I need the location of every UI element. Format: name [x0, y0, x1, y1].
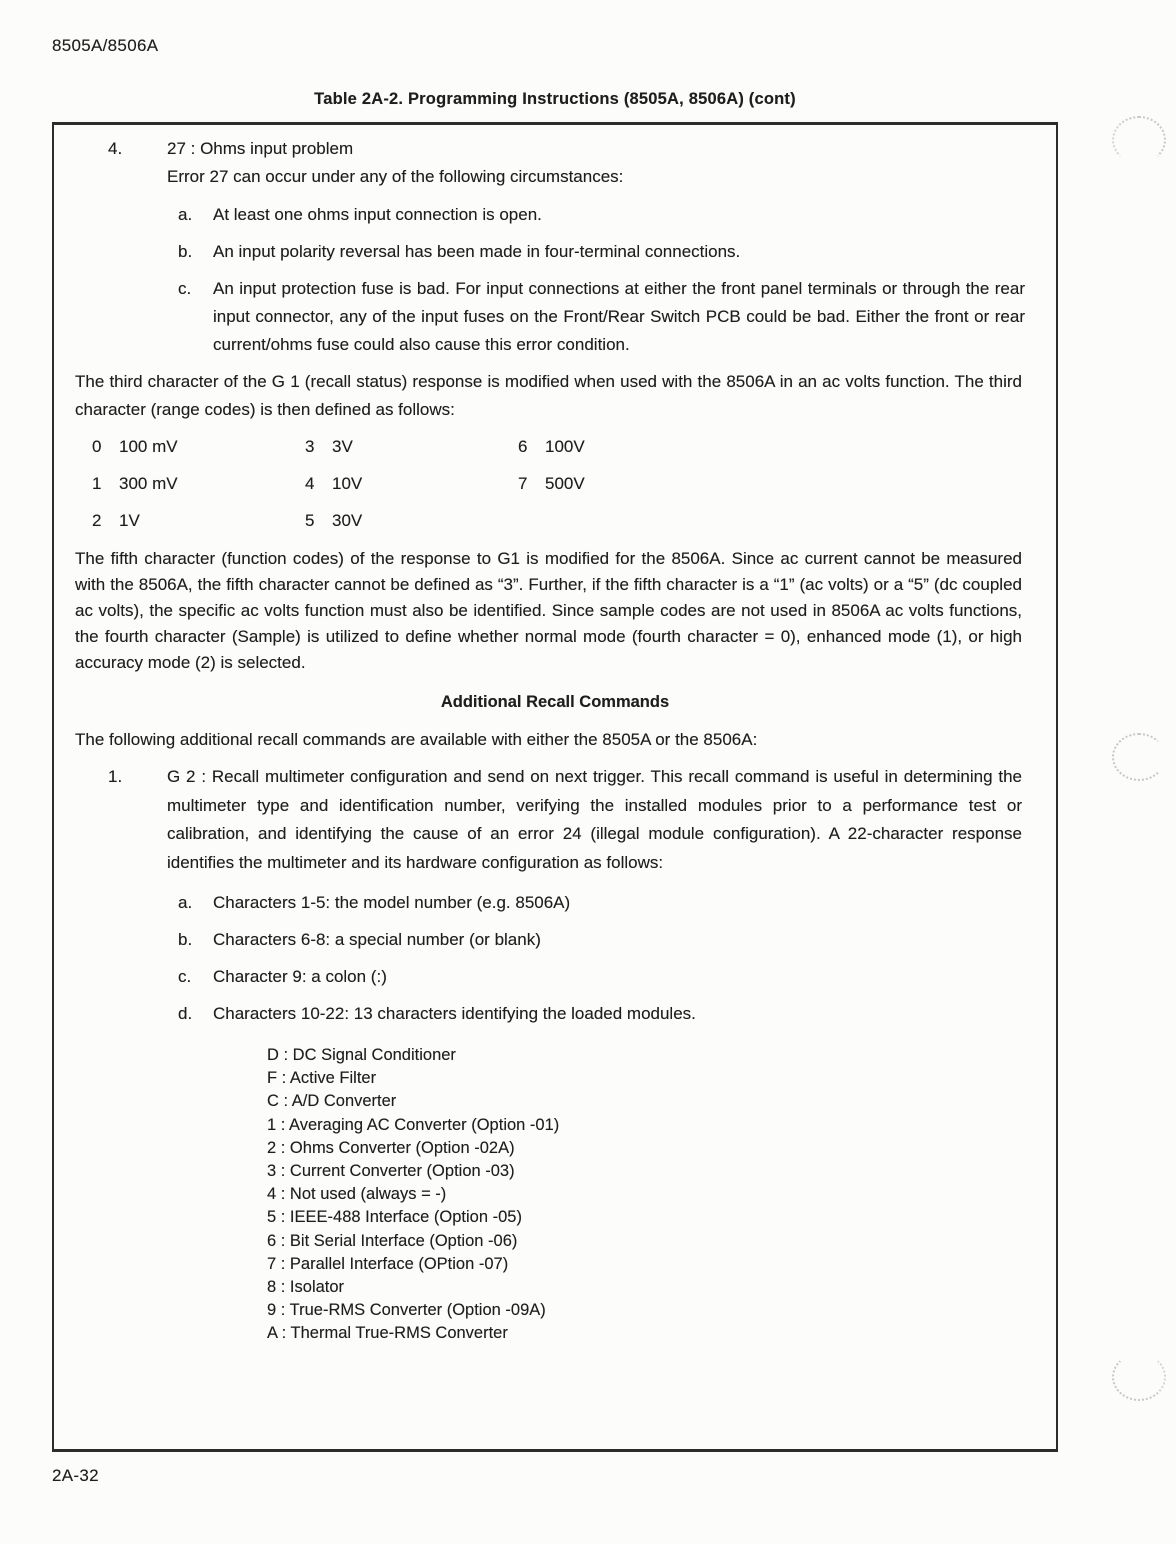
- subitem-text: An input protection fuse is bad. For input connections at either the front panel terminals or through the rear input connector, any of the input fuses on the Front/Rear Switch PCB could be bad. Either the front or rear current/ohms fuse could also cause this error condition.: [213, 279, 1025, 354]
- range-code-cell: [92, 433, 305, 461]
- subitem-letter: c.: [178, 279, 192, 298]
- item-number: 4.: [108, 139, 123, 158]
- section-heading-additional-recall-commands: Additional Recall Commands: [440, 693, 670, 711]
- table-content-inner: [54, 125, 1056, 1346]
- range-code: 1: [92, 474, 102, 493]
- range-value: 100V: [545, 437, 585, 456]
- item-body: [167, 135, 1022, 191]
- subitem-letter: c.: [178, 967, 192, 986]
- range-value: 1V: [119, 511, 140, 530]
- module-code-list: [267, 1044, 1056, 1346]
- range-code: 2: [92, 511, 102, 530]
- module-code-line: 7 : Parallel Interface (OPtion -07): [267, 1254, 509, 1273]
- range-code: 4: [305, 474, 315, 493]
- subitem-text: Characters 6-8: a special number (or blank): [213, 930, 541, 949]
- range-code-cell: [518, 433, 585, 461]
- subitem-letter: d.: [178, 1004, 193, 1023]
- range-code-cell: [305, 433, 518, 461]
- fifth-character-paragraph: The fifth character (function codes) of the response to G1 is modified for the 8506A. Since ac current cannot be measured with the 8506A, the fifth character cannot be defined as “3”. Further, if the fifth character is a “1” (ac volts) or a “5” (dc coupled ac volts), the specific ac volts function must also be identified. Since sample codes are not used in 8506A ac volts functions, the fourth character (Sample) is utilized to define whether normal mode (fourth character = 0), enhanced mode (1), or high accuracy mode (2) is selected.: [75, 549, 1022, 672]
- range-codes-table: [54, 433, 1056, 535]
- range-value: 100 mV: [119, 437, 178, 456]
- module-code-line: 9 : True-RMS Converter (Option -09A): [267, 1301, 546, 1320]
- subitem-c: [178, 275, 1056, 359]
- table-content-box: [52, 122, 1058, 1452]
- scan-artifact-circle: [1112, 1353, 1166, 1401]
- module-code-line: A : Thermal True-RMS Converter: [267, 1324, 508, 1343]
- range-codes-row: [92, 433, 1056, 461]
- third-character-paragraph: The third character of the G 1 (recall status) response is modified when used with the 8506A in an ac volts function. The third character (range codes) is then defined as follows:: [75, 372, 1022, 419]
- subitem-d: [178, 1000, 1056, 1028]
- range-code: 5: [305, 511, 315, 530]
- subitem-text: At least one ohms input connection is open.: [213, 205, 542, 224]
- scan-artifact-circle: [1112, 733, 1166, 781]
- page-number: 2A-32: [52, 1466, 99, 1485]
- module-code-line: 6 : Bit Serial Interface (Option -06): [267, 1231, 518, 1250]
- range-value: 300 mV: [119, 474, 178, 493]
- section-intro-paragraph: The following additional recall commands are available with either the 8505A or the 8506A:: [75, 730, 758, 749]
- subitem-text: An input polarity reversal has been made in four-terminal connections.: [213, 242, 741, 261]
- subitem-text: Characters 1-5: the model number (e.g. 8506A): [213, 893, 571, 912]
- module-code-line: 4 : Not used (always = -): [267, 1185, 447, 1204]
- subitem-a: [178, 889, 1056, 917]
- subitem-b: [178, 926, 1056, 954]
- item-number: 1.: [108, 767, 123, 786]
- item-1-text: G 2 : Recall multimeter configuration and send on next trigger. This recall command is useful in determining the multimeter type and identification number, verifying the installed modules prior to a performance test or calibration, and identifying the cause of an error 24 (illegal module configuration). A 22-character response identifies the multimeter and its hardware configuration as follows:: [167, 767, 1022, 872]
- subitem-c: [178, 963, 1056, 991]
- module-code-line: D : DC Signal Conditioner: [267, 1046, 456, 1064]
- range-value: 500V: [545, 474, 585, 493]
- module-code-line: F : Active Filter: [267, 1069, 377, 1088]
- range-code-cell: [518, 470, 585, 498]
- module-code-line: C : A/D Converter: [267, 1092, 397, 1111]
- range-code: 0: [92, 437, 102, 456]
- module-code-line: 5 : IEEE-488 Interface (Option -05): [267, 1208, 522, 1227]
- range-code: 3: [305, 437, 315, 456]
- table-title: Table 2A-2. Programming Instructions (8505A, 8506A) (cont): [314, 90, 796, 108]
- range-value: 10V: [332, 474, 363, 493]
- range-codes-row: [92, 507, 1056, 535]
- range-codes-row: [92, 470, 1056, 498]
- module-code-line: 3 : Current Converter (Option -03): [267, 1162, 515, 1181]
- subitem-letter: b.: [178, 242, 193, 261]
- range-code-cell: [305, 470, 518, 498]
- subitem-text: Character 9: a colon (:): [213, 967, 387, 986]
- subitem-letter: a.: [178, 205, 193, 224]
- range-code-cell: [92, 507, 305, 535]
- range-code: 6: [518, 437, 528, 456]
- range-code: 7: [518, 474, 528, 493]
- range-code-cell: [305, 507, 518, 535]
- range-code-cell: [92, 470, 305, 498]
- module-code-line: 1 : Averaging AC Converter (Option -01): [267, 1115, 560, 1134]
- subitem-a: [178, 201, 1056, 229]
- item-4-intro: Error 27 can occur under any of the following circumstances:: [167, 167, 624, 186]
- scan-artifact-circle: [1112, 116, 1166, 164]
- subitem-b: [178, 238, 1056, 266]
- list-item-4: [108, 135, 1056, 191]
- page-header-model: 8505A/8506A: [52, 36, 159, 55]
- range-value: 30V: [332, 511, 363, 530]
- module-code-line: 8 : Isolator: [267, 1278, 345, 1297]
- subitem-letter: b.: [178, 930, 193, 949]
- list-item-1: [108, 763, 1056, 877]
- range-value: 3V: [332, 437, 353, 456]
- subitem-text: Characters 10-22: 13 characters identifying the loaded modules.: [213, 1004, 696, 1023]
- module-code-line: 2 : Ohms Converter (Option -02A): [267, 1138, 515, 1157]
- item-4-title: 27 : Ohms input problem: [167, 139, 354, 158]
- subitem-letter: a.: [178, 893, 193, 912]
